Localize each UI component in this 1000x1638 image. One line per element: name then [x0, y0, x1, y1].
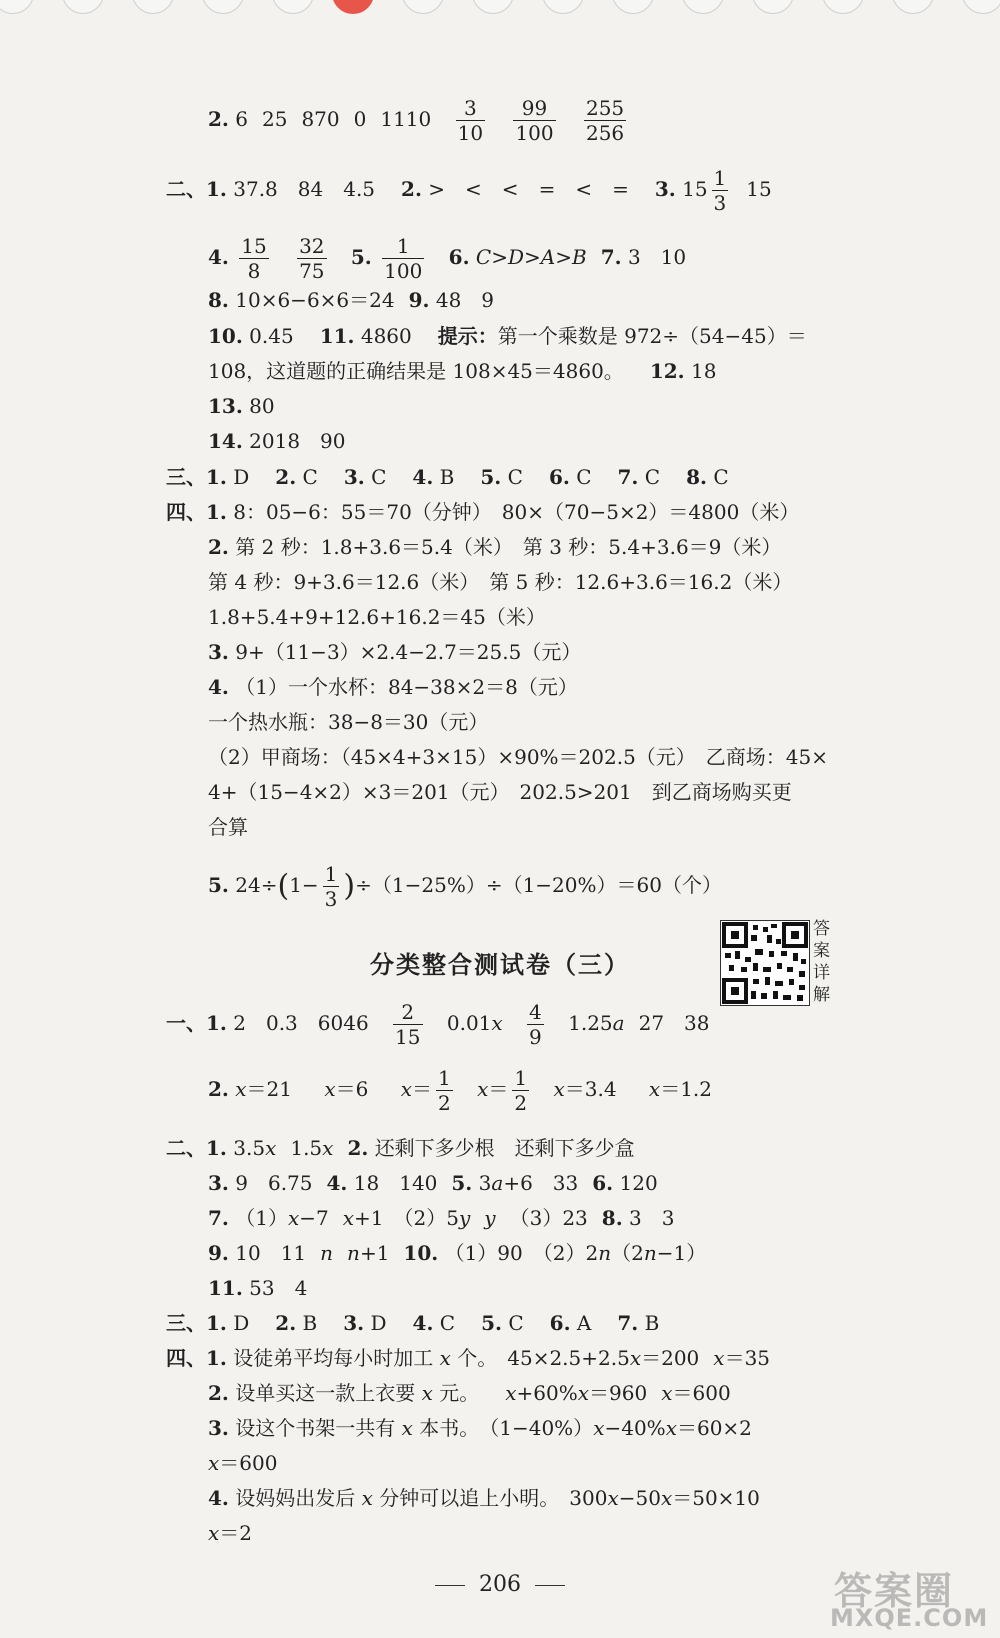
- fraction: $\frac{3}{10}$: [457, 96, 484, 145]
- fraction: $\frac{1}{3}$: [713, 166, 727, 215]
- answer-line: 一、1. 2 0.3 6046 $\frac{2}{15}$ 0.01x $\frac{4}{9}$ 1.25a 27 38: [166, 1000, 710, 1049]
- answer-line: （2）甲商场：（45×4+3×15）×90%＝202.5（元） 乙商场：45×: [208, 745, 829, 769]
- qr-label: 答 案 详 解: [813, 919, 830, 1005]
- answer-line: 二、1. 37.8 84 4.5 2. > < < = < = 3. 15 $\frac{1}{3}$ 15: [166, 166, 772, 215]
- fraction: $\frac{1}{2}$: [438, 1066, 451, 1115]
- page-tab[interactable]: [132, 0, 174, 14]
- qr-code[interactable]: [720, 920, 810, 1006]
- answer-line: 7. （1）x−7 x+1 （2）5y y （3）23 8. 3 3: [208, 1206, 675, 1230]
- fraction: $\frac{15}{8}$: [241, 234, 267, 283]
- page-number-dash: [435, 1585, 465, 1586]
- answer-line: 3. 设这个书架一共有 x 本书。 （1−40%）x−40%x＝60×2: [208, 1416, 752, 1440]
- page-tab-active[interactable]: [332, 0, 374, 14]
- answer-line: 2. 设单买这一款上衣要 x 元。 x+60%x＝960 x＝600: [208, 1381, 731, 1405]
- page-tab[interactable]: [612, 0, 654, 14]
- answer-line: 3. 9+（11−3）×2.4−2.7＝25.5（元）: [208, 640, 582, 664]
- page-tab[interactable]: [962, 0, 1000, 14]
- answer-line: 10. 0.45 11. 4860 提示：第一个乘数是 972÷（54−45）＝: [208, 324, 807, 348]
- page-number-dash: [535, 1585, 565, 1586]
- answer-line: 合算: [208, 815, 248, 839]
- answer-line: 三、1. D 2. B 3. D 4. C 5. C 6. A 7. B: [166, 1311, 660, 1335]
- answer-line: 2. x＝21 x＝6 x＝ $\frac{1}{2}$ x＝ $\frac{1}{2}$ x＝3.4 x＝1.2: [208, 1066, 713, 1115]
- fraction: $\frac{1}{3}$: [324, 862, 338, 911]
- page-tab[interactable]: [272, 0, 314, 14]
- answer-line: 2. 6 25 870 0 1110 $\frac{3}{10}$ $\frac{99}{100}$ $\frac{255}{256}$: [208, 96, 625, 145]
- fraction: $\frac{1}{100}$: [384, 234, 423, 283]
- page-number: 206: [0, 1572, 1000, 1597]
- fraction: $\frac{2}{15}$: [395, 1000, 421, 1049]
- answer-line: 三、1. D 2. C 3. C 4. B 5. C 6. C 7. C 8. C: [166, 465, 729, 489]
- page-tab[interactable]: [542, 0, 584, 14]
- answer-line: x＝2: [208, 1521, 253, 1545]
- answer-line: 108，这道题的正确结果是 108×45＝4860。 12. 18: [208, 359, 717, 383]
- answer-line: 13. 80: [208, 394, 275, 418]
- fraction: $\frac{4}{9}$: [529, 1000, 542, 1049]
- fraction: $\frac{255}{256}$: [585, 96, 625, 145]
- page-tab-strip: [0, 0, 1000, 14]
- answer-line: 3. 9 6.75 4. 18 140 5. 3a+6 33 6. 120: [208, 1171, 658, 1195]
- page-tab[interactable]: [202, 0, 244, 14]
- answer-line: 5. 24÷(1− $\frac{1}{3}$ )÷（1−25%）÷（1−20%）＝60（个）: [208, 862, 722, 911]
- answer-line: 9. 10 11 n n+1 10. （1）90 （2）2n（2n−1）: [208, 1241, 707, 1265]
- answer-line: 四、1. 8：05−6：55＝70（分钟） 80×（70−5×2）＝4800（米）: [166, 500, 800, 524]
- watermark-logo: 答案圈 MXQE.COM: [830, 1569, 989, 1632]
- answer-line: 二、1. 3.5x 1.5x 2. 还剩下多少根 还剩下多少盒: [166, 1136, 635, 1160]
- fraction: $\frac{32}{75}$: [299, 234, 325, 283]
- fraction: $\frac{99}{100}$: [515, 96, 554, 145]
- answer-line: 4. （1）一个水杯：84−38×2＝8（元）: [208, 675, 578, 699]
- answer-line: 4. $\frac{15}{8}$ $\frac{32}{75}$ 5. $\frac{1}{100}$ 6. C>D>A>B 7. 3 10: [208, 234, 687, 283]
- answer-line: 11. 53 4: [208, 1276, 308, 1300]
- answer-line: 14. 2018 90: [208, 429, 346, 453]
- answer-line: 一个热水瓶：38−8＝30（元）: [208, 710, 489, 734]
- answer-line: 4. 设妈妈出发后 x 分钟可以追上小明。 300x−50x＝50×10: [208, 1486, 760, 1510]
- page-tab[interactable]: [62, 0, 104, 14]
- page-tab[interactable]: [0, 0, 34, 14]
- answer-line: x＝600: [208, 1451, 278, 1475]
- page-tab[interactable]: [472, 0, 514, 14]
- page-tab[interactable]: [752, 0, 794, 14]
- answer-line: 4+（15−4×2）×3＝201（元） 202.5>201 到乙商场购买更: [208, 780, 792, 804]
- answer-line: 第 4 秒：9+3.6＝12.6（米） 第 5 秒：12.6+3.6＝16.2（米）: [208, 570, 793, 594]
- answer-line: 1.8+5.4+9+12.6+16.2＝45（米）: [208, 605, 546, 629]
- section-title: 分类整合测试卷（三）: [370, 951, 630, 979]
- answer-line: 2. 第 2 秒：1.8+3.6＝5.4（米） 第 3 秒：5.4+3.6＝9（米）: [208, 535, 782, 559]
- answer-line: 8. 10×6−6×6＝24 9. 48 9: [208, 288, 495, 312]
- fraction: $\frac{1}{2}$: [514, 1066, 528, 1115]
- page-tab[interactable]: [822, 0, 864, 14]
- page-tab[interactable]: [682, 0, 724, 14]
- answer-line: 四、1. 设徒弟平均每小时加工 x 个。 45×2.5+2.5x＝200 x＝35: [166, 1346, 771, 1370]
- page-tab[interactable]: [892, 0, 934, 14]
- page-tab[interactable]: [402, 0, 444, 14]
